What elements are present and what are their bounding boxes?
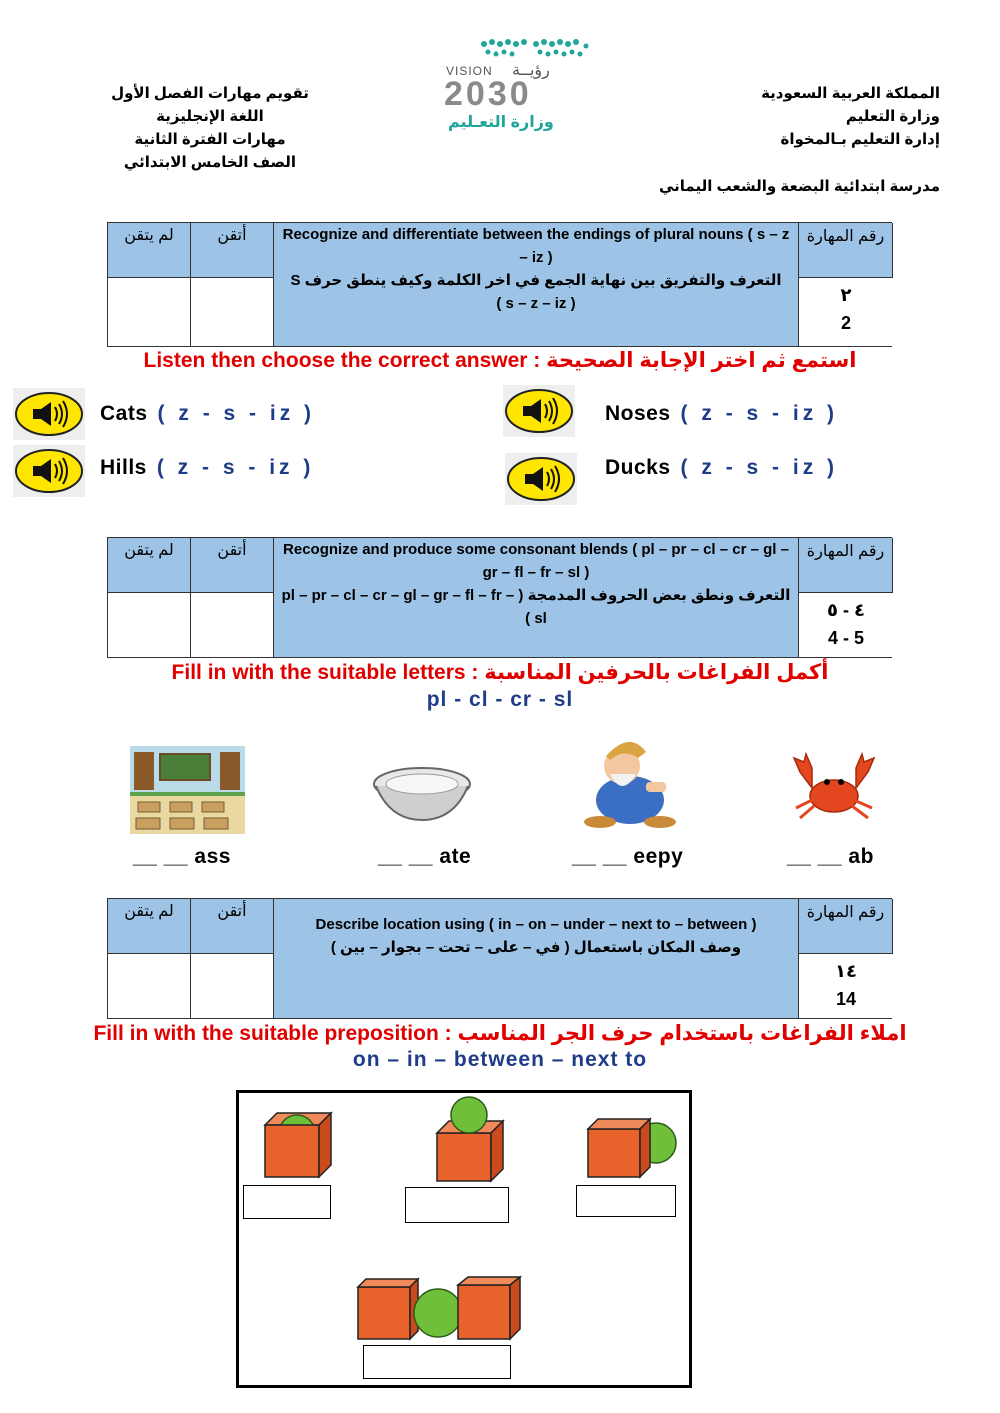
logo-vision-word: VISION <box>446 64 493 78</box>
speaker-icon[interactable] <box>505 453 577 505</box>
skill-2-desc-en: Recognize and produce some consonant blends ( pl – pr – cl – cr – gl – gr – fl – fr – sl ) <box>283 541 789 581</box>
skill-2-instruction: Fill in with the suitable letters : أكمل الفراغات بالحرفين المناسبة <box>171 661 829 684</box>
skill-3-number-ar: ١٤ <box>835 961 857 981</box>
skill-1-description <box>274 223 799 346</box>
skill-1-desc-en: Recognize and differentiate between the endings of plural nouns ( s – z – iz ) <box>282 226 790 266</box>
mastered-header: أتقن <box>191 899 274 954</box>
answer-box-between[interactable] <box>363 1345 511 1379</box>
skill-2-desc-ar: التعرف ونطق بعض الحروف المدمجة ( pl – pr – cl – cr – gl – gr – fl – fr – sl ) <box>281 587 791 627</box>
header-school-name: مدرسة ابتدائية البضعة والشعب اليماني <box>658 178 940 195</box>
skill-2-table <box>107 537 892 658</box>
header-education-office: إدارة التعليم بـالمخواة <box>780 131 940 148</box>
answer-box-on[interactable] <box>405 1187 509 1223</box>
speaker-icon[interactable] <box>13 445 85 497</box>
word-label: Ducks <box>605 456 671 479</box>
skill-3-table <box>107 898 892 1019</box>
skill-number-header: رقم المهارة <box>799 538 893 593</box>
not-mastered-header: لم يتقن <box>108 538 191 593</box>
blank-word-ate[interactable]: __ __ ate <box>378 845 472 868</box>
word-options[interactable]: ( z - s - iz ) <box>157 402 316 425</box>
mastered-cell[interactable] <box>191 593 274 657</box>
answer-box-in[interactable] <box>243 1185 331 1219</box>
skill-1-number-en: 2 <box>840 313 851 333</box>
header-right-block <box>680 82 940 151</box>
word-options[interactable]: ( z - s - iz ) <box>156 456 315 479</box>
word-item-ducks <box>605 456 838 480</box>
mastered-header: أتقن <box>191 538 274 593</box>
logo-year: 2030 <box>444 75 532 113</box>
answer-box-next-to[interactable] <box>576 1185 676 1217</box>
skill-number-header: رقم المهارة <box>799 899 893 954</box>
skill-3-description <box>274 899 799 1018</box>
skill-3-instruction: Fill in with the suitable preposition : املاء الفراغات باستخدام حرف الجر المناسب <box>93 1022 907 1045</box>
header-subject: اللغة الإنجليزية <box>156 108 264 125</box>
skill-2-number-ar: ٤ - ٥ <box>827 600 865 620</box>
ball-on-box-picture <box>429 1095 509 1185</box>
logo-ruyah-word: رؤيــة <box>512 62 550 79</box>
vision-2030-logo <box>440 36 600 136</box>
word-label: Noses <box>605 402 671 425</box>
skill-1-number <box>799 278 893 346</box>
speaker-icon[interactable] <box>503 385 575 437</box>
word-item-hills <box>100 456 314 480</box>
logo-ministry-word: وزارة التعـليم <box>448 114 554 131</box>
ball-next-to-box-picture <box>584 1113 684 1183</box>
mastered-cell[interactable] <box>191 278 274 346</box>
skill-3-word-bank: on – in – between – next to <box>352 1048 648 1071</box>
ball-in-box-picture <box>257 1103 337 1183</box>
plate-picture <box>370 762 474 822</box>
skill-2-description <box>274 538 799 657</box>
word-options[interactable]: ( z - s - iz ) <box>680 402 839 425</box>
mastered-header: أتقن <box>191 223 274 278</box>
blank-word-ass[interactable]: __ __ ass <box>133 845 231 868</box>
header-period: مهارات الفترة الثانية <box>134 131 286 148</box>
skill-2-number-en: 4 - 5 <box>827 628 865 648</box>
classroom-picture <box>130 746 245 834</box>
skill-3-number-en: 14 <box>835 989 857 1009</box>
not-mastered-header: لم يتقن <box>108 899 191 954</box>
blank-word-ab[interactable]: __ __ ab <box>787 845 874 868</box>
word-item-cats <box>100 402 315 426</box>
skill-3-desc-ar: وصف المكان باستعمال ( في – على – تحت – بجوار – بين ) <box>330 939 742 956</box>
word-label: Hills <box>100 456 147 479</box>
header-kingdom: المملكة العربية السعودية <box>761 85 940 102</box>
header-evaluation-title: تقويم مهارات الفصل الأول <box>111 85 309 102</box>
skill-3-number <box>799 954 893 1018</box>
skill-3-desc-en: Describe location using ( in – on – under – next to – between ) <box>315 916 757 933</box>
preposition-picture-frame <box>236 1090 692 1388</box>
skill-1-table <box>107 222 892 347</box>
word-item-noses <box>605 402 838 426</box>
ball-between-boxes-picture <box>354 1273 524 1343</box>
skill-number-header: رقم المهارة <box>799 223 893 278</box>
skill-2-word-bank: pl - cl - cr - sl <box>426 688 574 711</box>
not-mastered-header: لم يتقن <box>108 223 191 278</box>
skill-2-number <box>799 593 893 657</box>
header-left-block <box>110 82 310 174</box>
skill-1-desc-ar-letters: ( s – z – iz ) <box>496 295 576 312</box>
speaker-icon[interactable] <box>13 388 85 440</box>
crab-picture <box>790 752 878 824</box>
sleepy-dwarf-picture <box>580 738 682 830</box>
not-mastered-cell[interactable] <box>108 593 191 657</box>
not-mastered-cell[interactable] <box>108 278 191 346</box>
skill-1-desc-ar: التعرف والتفريق بين نهاية الجمع في اخر الكلمة وكيف ينطق حرف S <box>290 272 782 289</box>
header-grade: الصف الخامس الابتدائي <box>123 154 297 171</box>
blank-word-eepy[interactable]: __ __ eepy <box>572 845 684 868</box>
skill-1-instruction: Listen then choose the correct answer : استمع ثم اختر الإجابة الصحيحة <box>143 349 857 372</box>
word-options[interactable]: ( z - s - iz ) <box>680 456 839 479</box>
not-mastered-cell[interactable] <box>108 954 191 1018</box>
word-label: Cats <box>100 402 148 425</box>
skill-1-number-ar: ٢ <box>840 285 852 305</box>
mastered-cell[interactable] <box>191 954 274 1018</box>
header-ministry: وزارة التعليم <box>845 108 940 125</box>
